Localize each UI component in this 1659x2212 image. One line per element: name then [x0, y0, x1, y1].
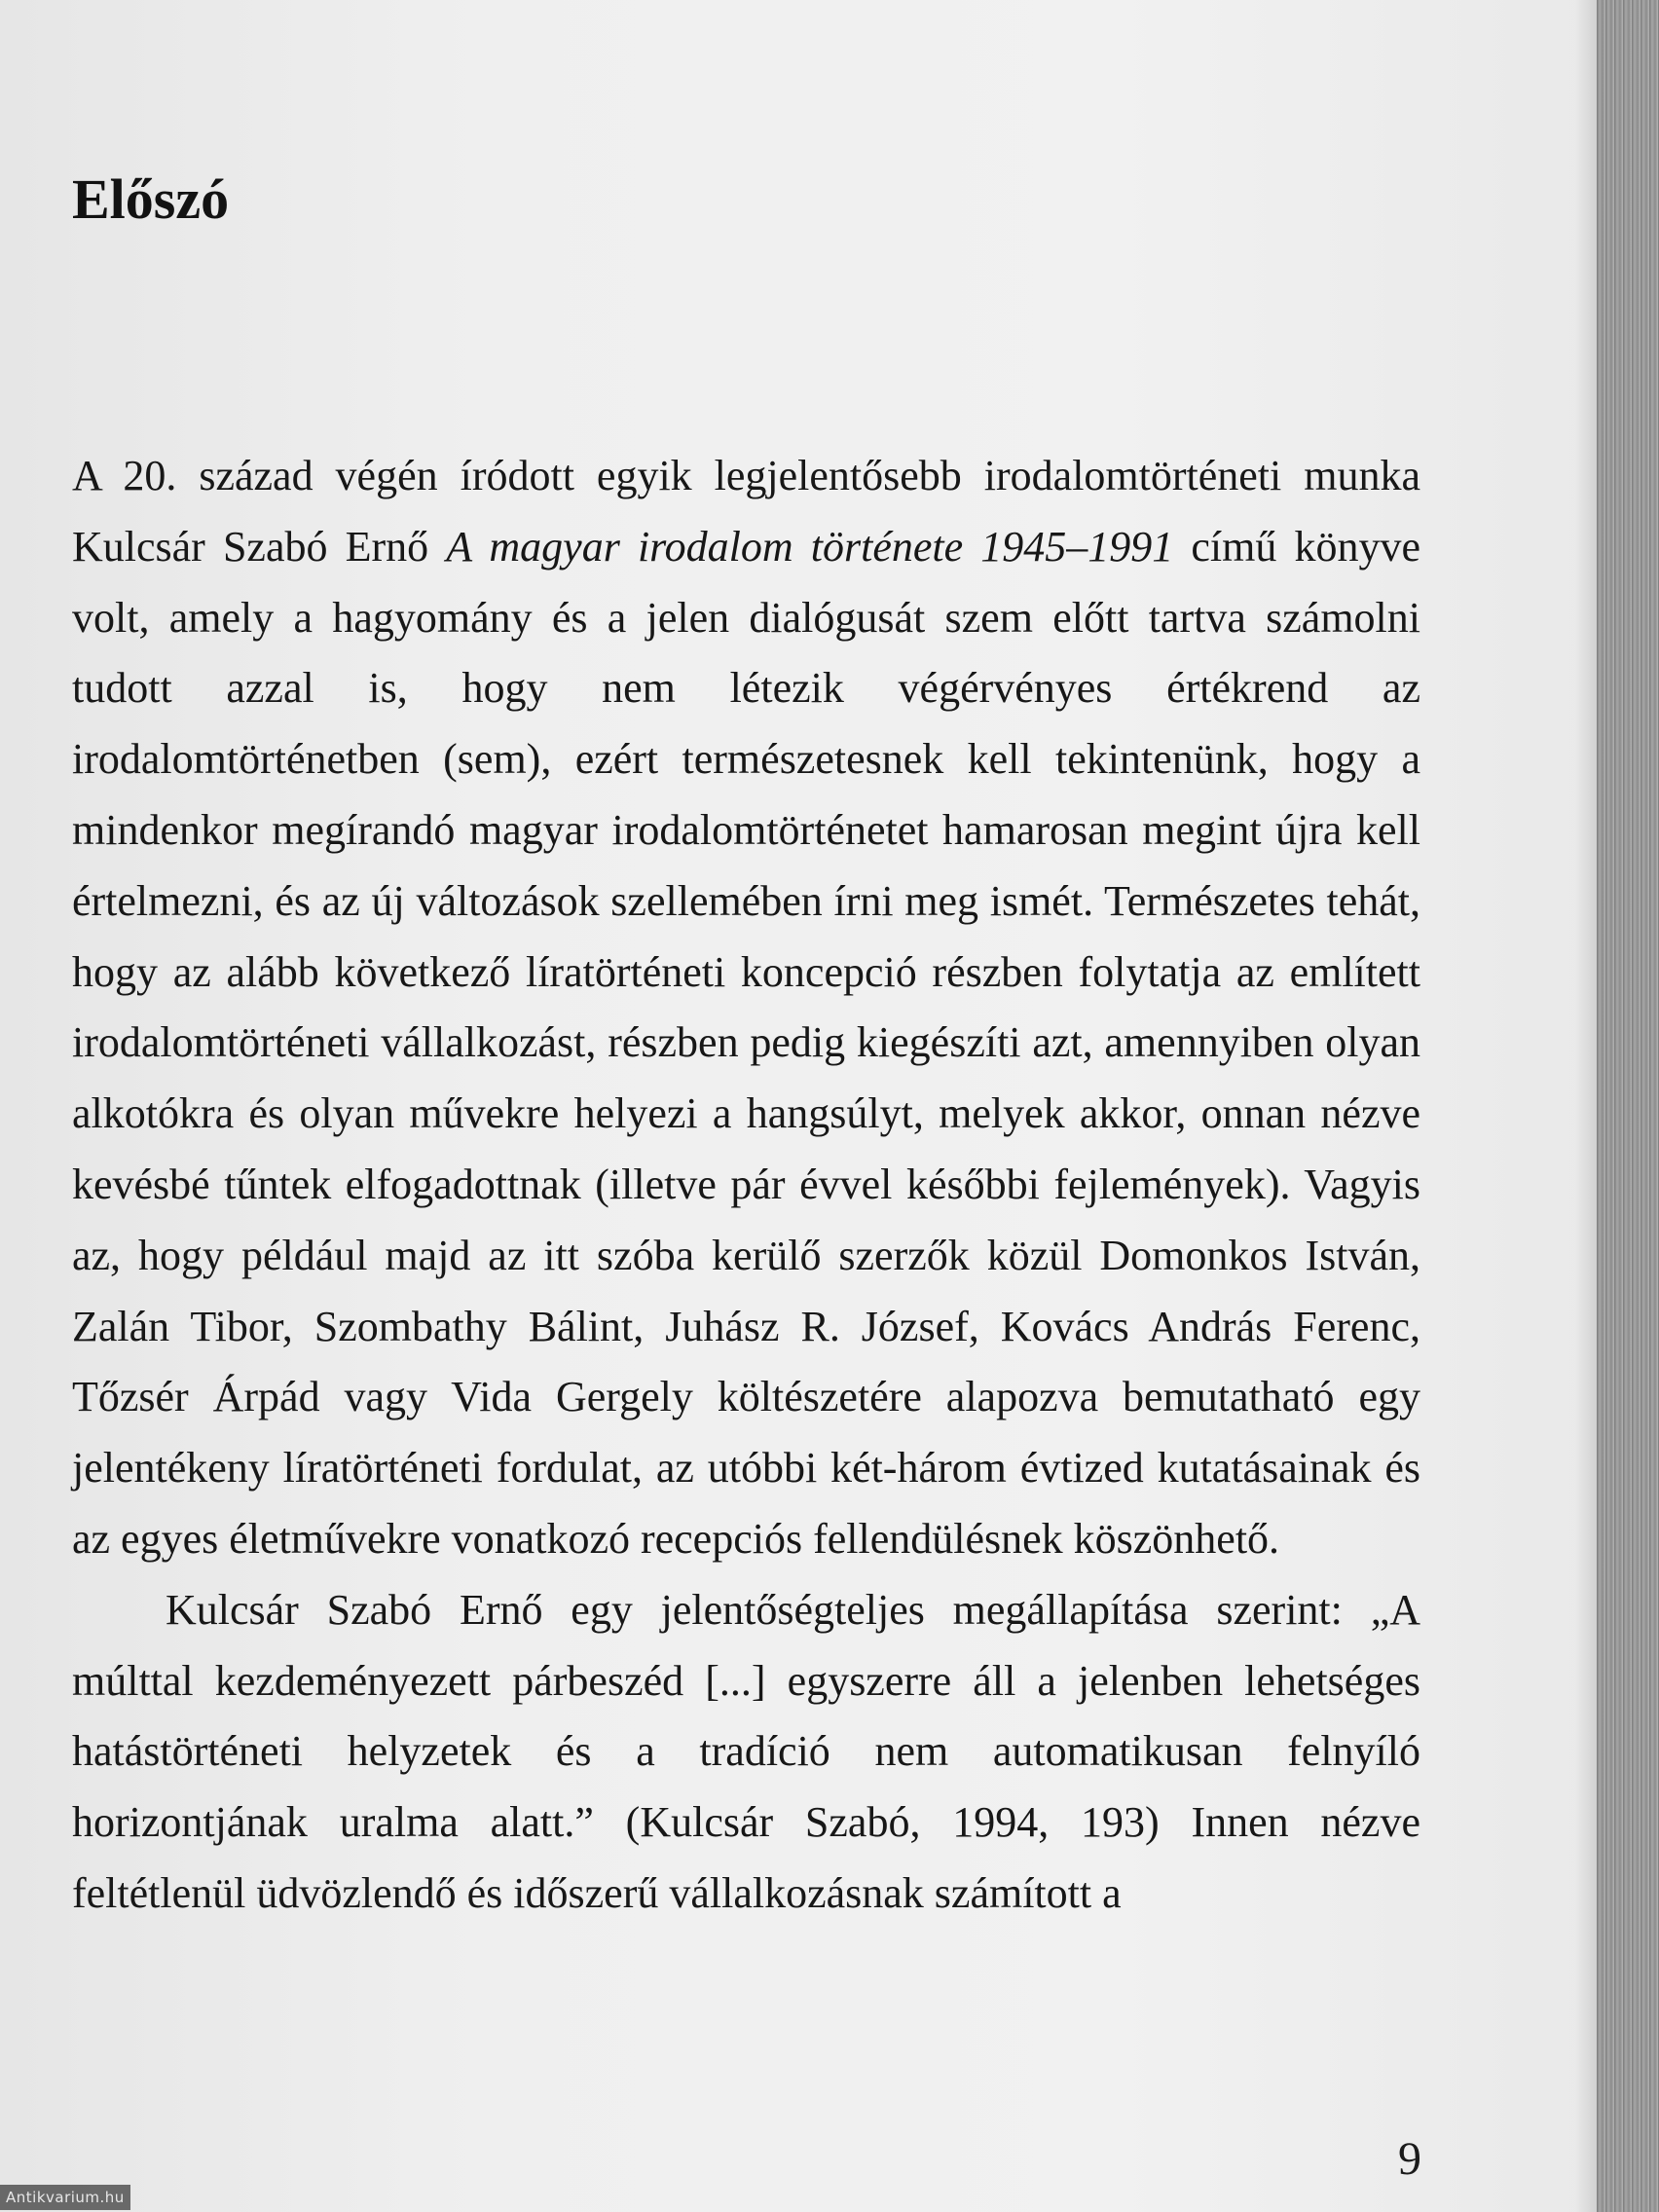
page-stack-edge: [1597, 0, 1659, 2212]
page-edge-shadow: [1575, 0, 1597, 2212]
book-title-italic: A magyar irodalom története 1945–1991: [446, 522, 1174, 571]
watermark-label: Antikvarium.hu: [0, 2185, 130, 2210]
paragraph-1: [72, 441, 1420, 1575]
page-number: 9: [1398, 2133, 1421, 2185]
paragraph-1-start: A 20. század végén íródott egyik legjelentősebb irodalomtörténeti munka Kulcsár Szabó Ernő: [72, 452, 1420, 571]
body-text: [72, 441, 1420, 1930]
paragraph-2: Kulcsár Szabó Ernő egy jelentőségteljes megállapítása szerint: „A múlttal kezdeményezett párbeszéd [...] egyszerre áll a jelenben lehetséges hatástörténeti helyzetek és a tradíció nem automatikusan felnyíló horizontjának uralma alatt.” (Kulcsár Szabó, 1994, 193) Innen nézve feltétlenül üdvözlendő és időszerű vállalkozásnak számított a: [72, 1585, 1420, 1917]
paragraph-1-rest: című könyve volt, amely a hagyomány és a jelen dialógusát szem előtt tartva számolni tudott azzal is, hogy nem létezik végérvényes értékrend az irodalomtörténetben (sem), ezért természetesnek kell tekintenünk, hogy a mindenkor megírandó magyar irodalomtörténetet hamarosan megint újra kell értelmezni, és az új változások szellemében írni meg ismét. Természetes tehát, hogy az alább következő líratörténeti koncepció részben folytatja az említett irodalomtörténeti vállalkozást, részben pedig kiegészíti azt, amennyiben olyan alkotókra és olyan művekre helyezi a hangsúlyt, melyek akkor, onnan nézve kevésbé tűntek elfogadottnak (illetve pár évvel későbbi fejlemények). Vagyis az, hogy például majd az itt szóba kerülő szerzők közül Domonkos István, Zalán Tibor, Szombathy Bálint, Juhász R. József, Kovács András Ferenc, Tőzsér Árpád vagy Vida Gergely költészetére alapozva bemutatható egy jelentékeny líratörténeti fordulat, az utóbbi két-három évtized kutatásainak és az egyes életművekre vonatkozó recepciós fellendülésnek köszönhető.: [72, 522, 1420, 1563]
chapter-title: Előszó: [72, 167, 230, 231]
